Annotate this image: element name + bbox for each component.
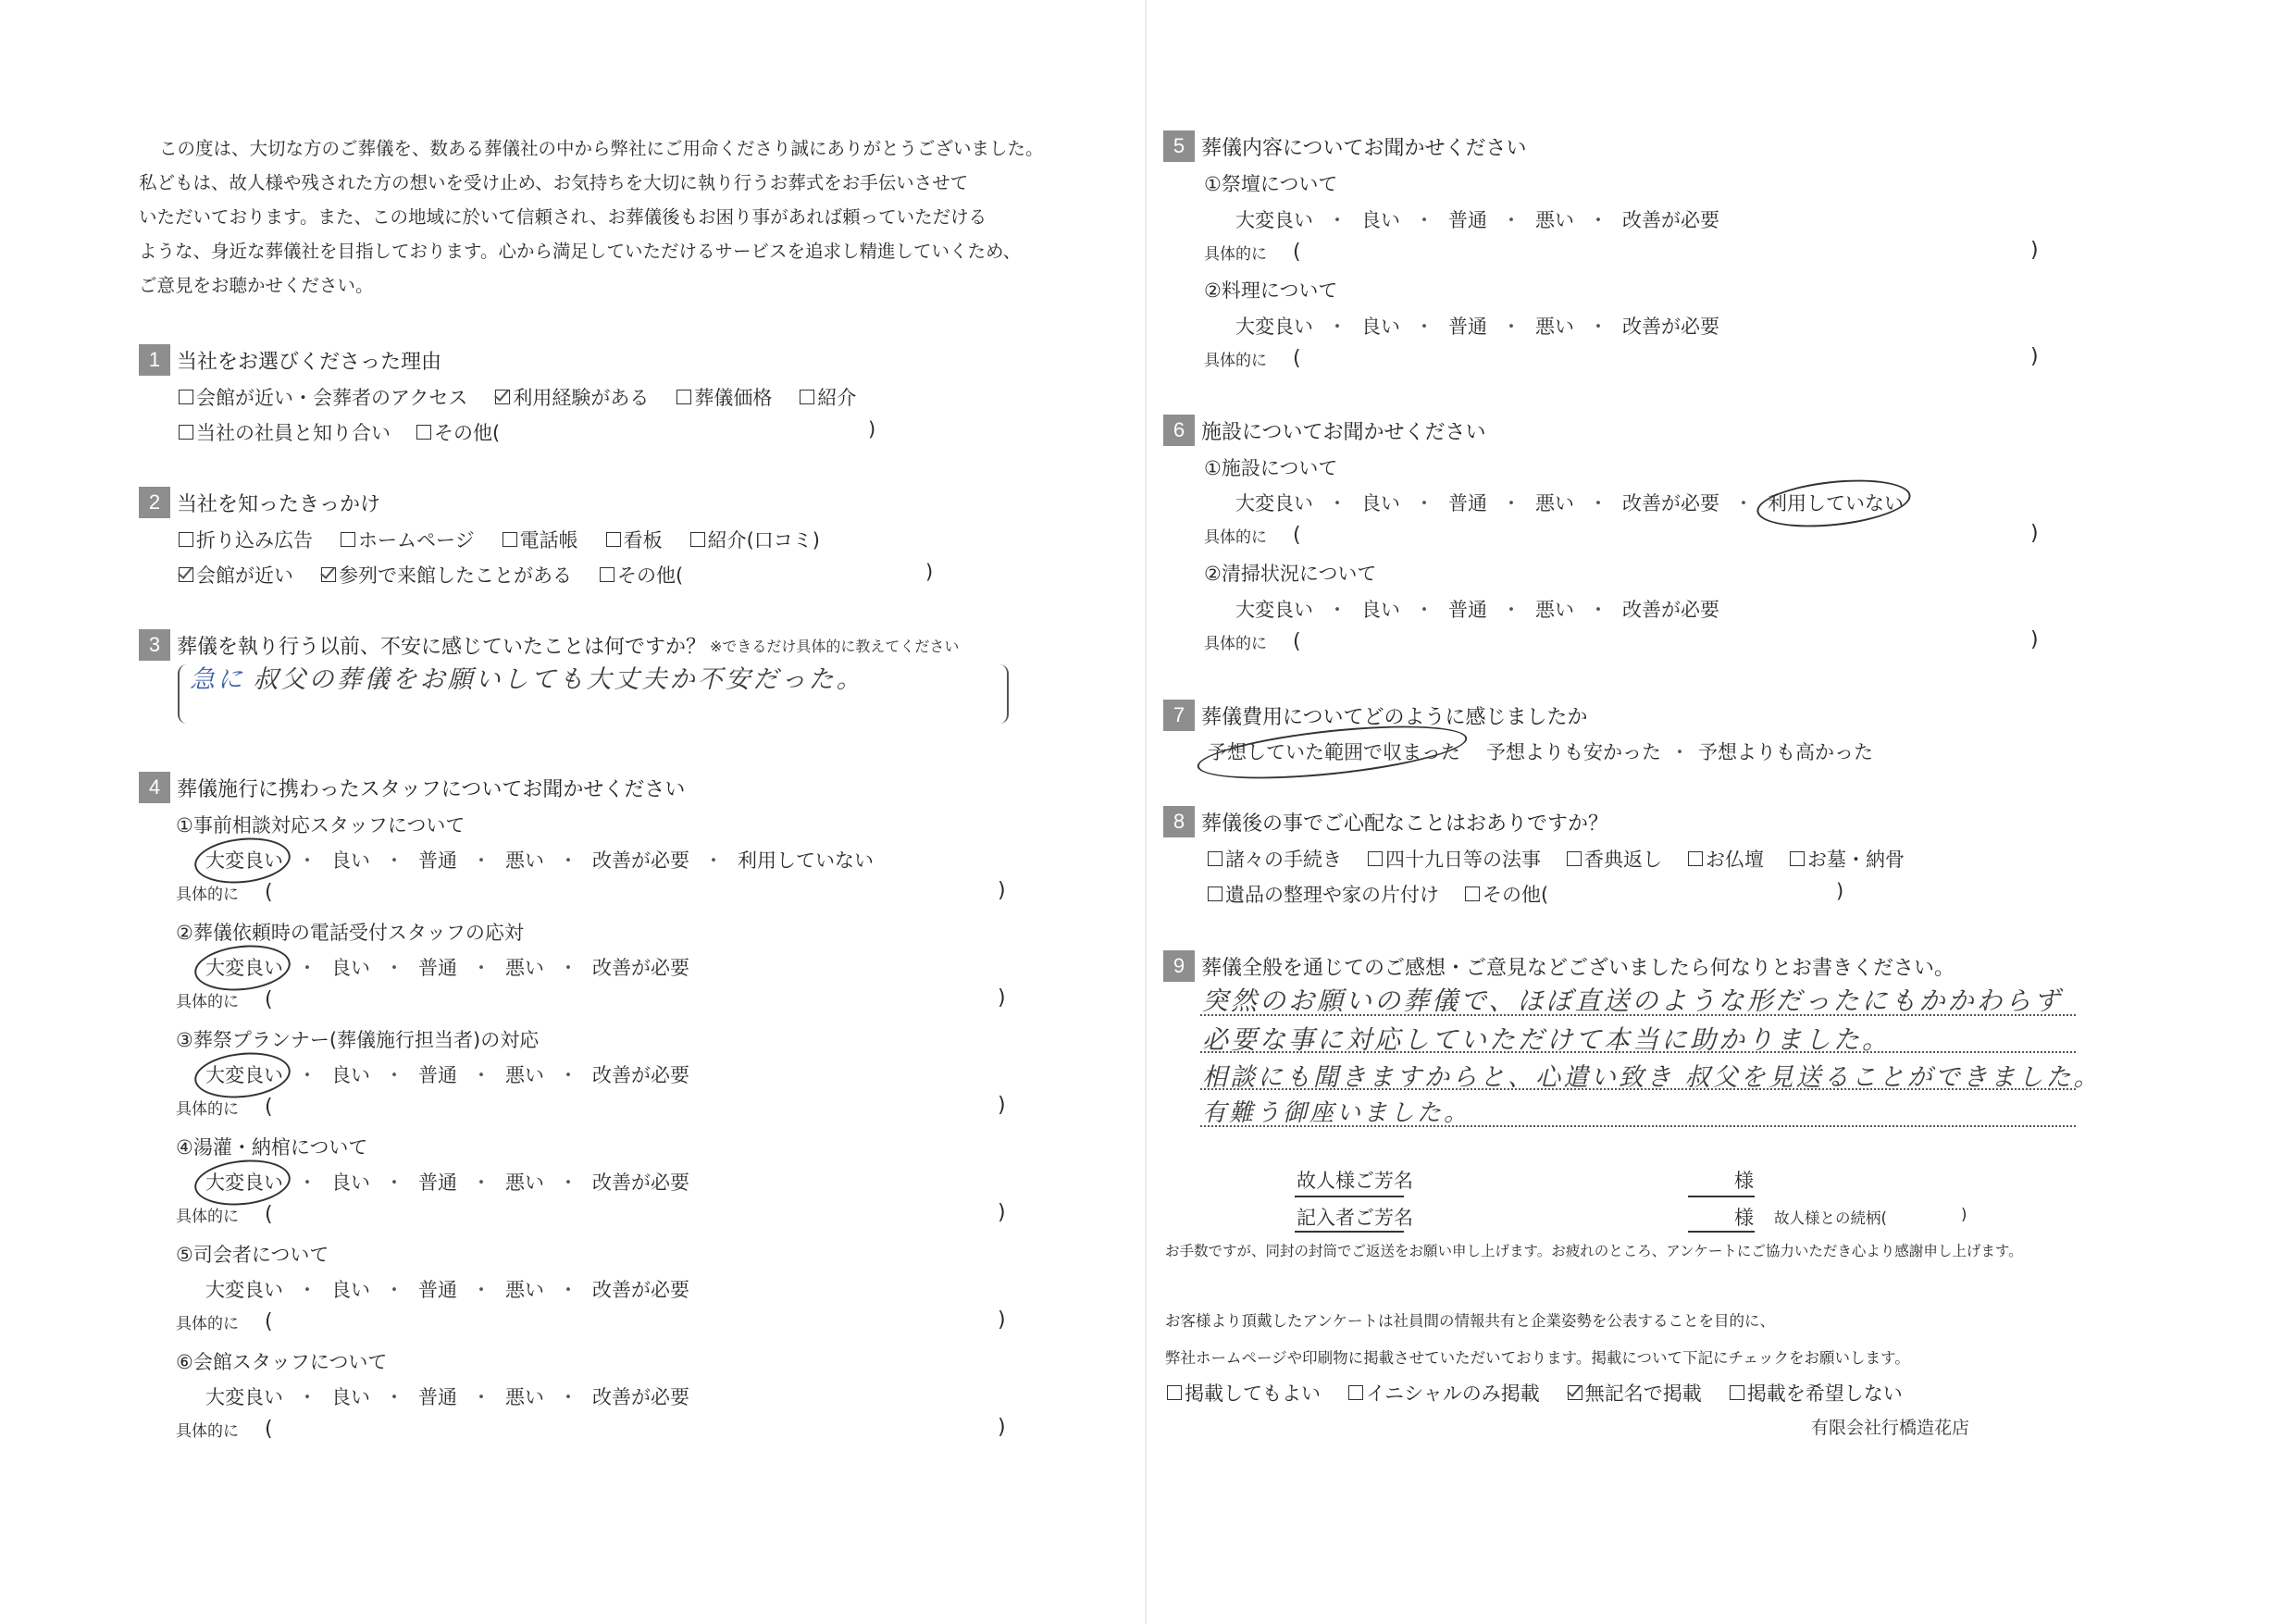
- q2-option-attended[interactable]: 参列で来館したことがある: [321, 561, 572, 589]
- company-name: 有限会社行橋造花店: [1811, 1418, 1970, 1438]
- q9-answer-line-4: 有難う御座いました。: [1202, 1099, 1471, 1127]
- checkbox-checked[interactable]: [1568, 1385, 1582, 1400]
- checkbox[interactable]: [416, 425, 431, 440]
- rating-needs-improvement[interactable]: 改善が必要: [592, 957, 689, 979]
- checkbox-checked[interactable]: [321, 567, 336, 582]
- rating-very-good[interactable]: 大変良い: [1235, 209, 1313, 231]
- rating-very-good-selected[interactable]: 大変良い: [205, 1060, 283, 1088]
- rating-good[interactable]: 良い: [1361, 316, 1400, 338]
- q1-option-price[interactable]: 葬儀価格: [676, 383, 772, 411]
- checkbox[interactable]: [1167, 1385, 1182, 1400]
- q4-item-2-scale: 大変良い ・ 良い ・ 普通 ・ 悪い ・ 改善が必要: [205, 953, 689, 981]
- question-title: 葬儀費用についてどのように感じましたか: [1201, 705, 1588, 729]
- q9-answer-line-3: 相談にも聞きますからと、心遣い致き 叔父を見送ることができました。: [1202, 1063, 2102, 1092]
- intro-line: ご意見をお聴かせください。: [139, 275, 374, 296]
- rating-very-good-selected[interactable]: 大変良い: [205, 846, 283, 874]
- deceased-name-line-right[interactable]: [1688, 1196, 1755, 1197]
- publication-options: [1167, 1379, 1938, 1407]
- question-5: [1163, 130, 1527, 162]
- rating-needs-improvement[interactable]: 改善が必要: [592, 1064, 689, 1086]
- q5-item-2-detail[interactable]: 具体的に (: [1204, 347, 1301, 370]
- q9-answer-line-1: 突然のお願いの葬儀で、ほぼ直送のような形だったにもかかわらず: [1202, 986, 2063, 1016]
- question-number-badge: 5: [1163, 130, 1195, 162]
- rating-poor[interactable]: 悪い: [1535, 209, 1574, 231]
- publication-option-initials[interactable]: イニシャルのみ掲載: [1348, 1379, 1540, 1407]
- rating-average[interactable]: 普通: [418, 1064, 457, 1086]
- rating-poor[interactable]: 悪い: [505, 849, 544, 872]
- page-fold-line: [1145, 0, 1147, 1624]
- question-number-badge: 4: [139, 772, 170, 803]
- q4-item-4-label: ④湯灌・納棺について: [176, 1136, 368, 1159]
- rating-not-used[interactable]: 利用していない: [738, 849, 874, 872]
- checkbox-checked[interactable]: [495, 390, 510, 404]
- rating-average[interactable]: 普通: [418, 849, 457, 872]
- question-number-badge: 1: [139, 344, 170, 376]
- q4-item-3-detail[interactable]: 具体的に (: [176, 1096, 273, 1119]
- question-number-badge: 9: [1163, 950, 1195, 982]
- q2-option-near-hall[interactable]: 会館が近い: [179, 561, 293, 589]
- q2-option-other[interactable]: その他(: [600, 561, 683, 589]
- checkbox[interactable]: [800, 390, 814, 404]
- q8-other-close-paren: ): [1836, 880, 1844, 902]
- question-9: [1163, 950, 1955, 982]
- q8-option-grave[interactable]: お墓・納骨: [1790, 845, 1905, 873]
- q5-item-1-scale: 大変良い ・ 良い ・ 普通 ・ 悪い ・ 改善が必要: [1235, 205, 1719, 233]
- rating-poor[interactable]: 悪い: [505, 1279, 544, 1301]
- rating-average[interactable]: 普通: [418, 1279, 457, 1301]
- checkbox[interactable]: [341, 532, 355, 547]
- rating-not-used-selected[interactable]: 利用していない: [1768, 489, 1904, 516]
- q4-item-1-scale: 大変良い ・ 良い ・ 普通 ・ 悪い ・ 改善が必要 ・ 利用していない: [205, 846, 874, 874]
- rating-good[interactable]: 良い: [331, 1279, 370, 1301]
- checkbox[interactable]: [1465, 886, 1480, 901]
- publication-note-line-1: お客様より頂戴したアンケートは社員間の情報共有と企業姿勢を公表することを目的に、: [1165, 1312, 1776, 1330]
- q3-answer-prefix: 急に: [190, 665, 245, 694]
- q2-options-row-2: [179, 561, 718, 589]
- q4-item-6-detail[interactable]: 具体的に (: [176, 1418, 273, 1441]
- q6-item-2-label: ②清掃状況について: [1204, 563, 1377, 585]
- question-title: 当社をお選びくださった理由: [177, 350, 442, 374]
- writer-name-line-right[interactable]: [1688, 1231, 1755, 1233]
- question-note: ※できるだけ具体的に教えてください: [710, 637, 960, 655]
- detail-close-paren: ): [2030, 628, 2039, 651]
- q1-option-access[interactable]: 会館が近い・会葬者のアクセス: [179, 383, 467, 411]
- question-3: [139, 629, 959, 661]
- rating-needs-improvement[interactable]: 改善が必要: [592, 1172, 689, 1194]
- deceased-honorific: 様: [1734, 1170, 1754, 1192]
- q3-answer-text: 叔父の葬儀をお願いしても大丈夫か不安だった。: [253, 665, 864, 694]
- q1-option-other[interactable]: その他(: [416, 418, 500, 446]
- q5-item-1-detail[interactable]: 具体的に (: [1204, 241, 1301, 264]
- intro-line: 私どもは、故人様や残された方の想いを受け止め、お気持ちを大切に執り行うお葬式をお手伝いさせて: [139, 172, 969, 193]
- intro-line: ような、身近な葬儀社を目指しております。心から満足していただけるサービスを追求し精進していくため、: [139, 241, 1022, 262]
- checkbox[interactable]: [503, 532, 517, 547]
- detail-close-paren: ): [998, 986, 1006, 1010]
- question-1: [139, 344, 441, 376]
- publication-option-anonymous[interactable]: 無記名で掲載: [1568, 1379, 1702, 1407]
- q4-item-1-detail[interactable]: 具体的に (: [176, 881, 273, 904]
- q8-option-belongings[interactable]: 遺品の整理や家の片付け: [1208, 880, 1439, 908]
- q4-item-3-label: ③葬祭プランナー(葬儀施行担当者)の対応: [176, 1029, 540, 1051]
- deceased-name-line-left[interactable]: [1295, 1196, 1404, 1197]
- q4-item-4-detail[interactable]: 具体的に (: [176, 1203, 273, 1226]
- rating-poor[interactable]: 悪い: [1535, 599, 1574, 621]
- detail-close-paren: ): [998, 879, 1006, 902]
- checkbox[interactable]: [1208, 851, 1222, 866]
- q4-item-4-scale: 大変良い ・ 良い ・ 普通 ・ 悪い ・ 改善が必要: [205, 1168, 689, 1196]
- checkbox[interactable]: [1790, 851, 1805, 866]
- rating-poor[interactable]: 悪い: [505, 1064, 544, 1086]
- q7-options: 予想していた範囲で収まった 予想よりも安かった ・ 予想よりも高かった: [1208, 738, 1873, 765]
- rating-poor[interactable]: 悪い: [1535, 492, 1574, 514]
- question-6: [1163, 415, 1486, 446]
- rating-poor[interactable]: 悪い: [505, 1172, 544, 1194]
- rating-poor[interactable]: 悪い: [505, 1386, 544, 1408]
- q5-item-2-label: ②料理について: [1204, 279, 1338, 302]
- checkbox[interactable]: [1348, 1385, 1363, 1400]
- checkbox[interactable]: [179, 532, 193, 547]
- deceased-name-label: 故人様ご芳名: [1297, 1170, 1413, 1192]
- q4-item-6-scale: 大変良い ・ 良い ・ 普通 ・ 悪い ・ 改善が必要: [205, 1382, 689, 1410]
- detail-close-paren: ): [2030, 345, 2039, 368]
- rating-good[interactable]: 良い: [1361, 209, 1400, 231]
- rating-average[interactable]: 普通: [1448, 492, 1487, 514]
- q4-item-2-detail[interactable]: 具体的に (: [176, 988, 273, 1011]
- q5-item-1-label: ①祭壇について: [1204, 173, 1338, 195]
- publication-option-decline[interactable]: 掲載を希望しない: [1730, 1379, 1903, 1407]
- checkbox[interactable]: [1688, 851, 1703, 866]
- question-title: 葬儀後の事でご心配なことはおありですか？: [1201, 812, 1609, 836]
- q7-option-cheaper[interactable]: 予想よりも安かった: [1486, 741, 1661, 763]
- q2-option-signboard[interactable]: 看板: [606, 526, 663, 553]
- question-number-badge: 2: [139, 487, 170, 518]
- q3-handwritten-answer: [190, 659, 864, 695]
- rating-average[interactable]: 普通: [1448, 209, 1487, 231]
- rating-very-good[interactable]: 大変良い: [205, 1279, 283, 1301]
- q4-item-2-label: ②葬儀依頼時の電話受付スタッフの応対: [176, 922, 524, 944]
- q8-option-return-gifts[interactable]: 香典返し: [1567, 845, 1662, 873]
- q8-options-row-1: [1208, 845, 1940, 873]
- intro-paragraph: [139, 131, 1044, 303]
- rating-good[interactable]: 良い: [331, 957, 370, 979]
- rating-good[interactable]: 良い: [331, 1172, 370, 1194]
- question-2: [139, 487, 380, 518]
- rating-good[interactable]: 良い: [1361, 492, 1400, 514]
- checkbox[interactable]: [179, 390, 193, 404]
- publication-note-line-2: 弊社ホームページや印刷物に掲載させていただいております。掲載について下記にチェックをお願いします。: [1165, 1349, 1910, 1367]
- q2-other-close-paren: ): [925, 561, 934, 583]
- rating-good[interactable]: 良い: [331, 1064, 370, 1086]
- rating-needs-improvement[interactable]: 改善が必要: [592, 849, 689, 872]
- intro-line: この度は、大切な方のご葬儀を、数ある葬儀社の中から弊社にご用命くださり誠にありがとうございました。: [159, 138, 1044, 159]
- rating-average[interactable]: 普通: [418, 957, 457, 979]
- checkbox[interactable]: [1368, 851, 1383, 866]
- q8-option-butsudan[interactable]: お仏壇: [1688, 845, 1764, 873]
- detail-close-paren: ): [998, 1416, 1006, 1439]
- q8-option-procedures[interactable]: 諸々の手続き: [1208, 845, 1342, 873]
- q6-item-1-label: ①施設について: [1204, 457, 1338, 479]
- checkbox[interactable]: [676, 390, 691, 404]
- checkbox[interactable]: [1730, 1385, 1744, 1400]
- q1-option-referral[interactable]: 紹介: [800, 383, 856, 411]
- q8-options-row-2: [1208, 880, 1583, 908]
- detail-close-paren: ): [998, 1201, 1006, 1224]
- q6-item-1-scale: 大変良い ・ 良い ・ 普通 ・ 悪い ・ 改善が必要 ・ 利用していない: [1235, 489, 1904, 516]
- q6-item-2-detail[interactable]: 具体的に (: [1204, 630, 1301, 653]
- rating-average[interactable]: 普通: [418, 1172, 457, 1194]
- detail-close-paren: ): [998, 1308, 1006, 1332]
- rating-average[interactable]: 普通: [1448, 316, 1487, 338]
- question-number-badge: 3: [139, 629, 170, 661]
- q2-options-row-1: [179, 526, 855, 553]
- q2-option-word-of-mouth[interactable]: 紹介(口コミ): [690, 526, 820, 553]
- question-number-badge: 6: [1163, 415, 1195, 446]
- q7-option-more-expensive[interactable]: 予想よりも高かった: [1698, 741, 1873, 763]
- detail-close-paren: ): [2030, 522, 2039, 545]
- rating-poor[interactable]: 悪い: [505, 957, 544, 979]
- checkbox[interactable]: [606, 532, 621, 547]
- q2-option-homepage[interactable]: ホームページ: [341, 526, 475, 553]
- q1-option-experience[interactable]: 利用経験がある: [495, 383, 649, 411]
- rating-very-good[interactable]: 大変良い: [1235, 492, 1313, 514]
- q8-option-memorial-service[interactable]: 四十九日等の法事: [1368, 845, 1541, 873]
- q2-option-phonebook[interactable]: 電話帳: [503, 526, 578, 553]
- rating-good[interactable]: 良い: [331, 1386, 370, 1408]
- writer-name-label: 記入者ご芳名: [1297, 1207, 1413, 1229]
- question-title: 葬儀内容についてお聞かせください: [1201, 136, 1527, 160]
- question-number-badge: 7: [1163, 700, 1195, 731]
- checkbox-checked[interactable]: [179, 567, 193, 582]
- q8-option-other[interactable]: その他(: [1465, 880, 1548, 908]
- relation-close-paren[interactable]: ): [1961, 1206, 1967, 1223]
- rating-needs-improvement[interactable]: 改善が必要: [1622, 316, 1719, 338]
- writer-name-line-left[interactable]: [1295, 1231, 1404, 1233]
- question-title: 当社を知ったきっかけ: [177, 492, 381, 516]
- q5-item-2-scale: 大変良い ・ 良い ・ 普通 ・ 悪い ・ 改善が必要: [1235, 312, 1719, 340]
- question-title: 葬儀を執り行う以前、不安に感じていたことは何ですか？: [177, 635, 707, 659]
- checkbox[interactable]: [600, 567, 614, 582]
- relation-label: 故人様との続柄(: [1774, 1209, 1887, 1227]
- rating-very-good[interactable]: 大変良い: [205, 1386, 283, 1408]
- checkbox[interactable]: [1567, 851, 1582, 866]
- q4-item-5-scale: 大変良い ・ 良い ・ 普通 ・ 悪い ・ 改善が必要: [205, 1275, 689, 1303]
- q6-item-1-detail[interactable]: 具体的に (: [1204, 524, 1301, 547]
- rating-needs-improvement[interactable]: 改善が必要: [592, 1279, 689, 1301]
- question-number-badge: 8: [1163, 806, 1195, 837]
- rating-very-good-selected[interactable]: 大変良い: [205, 953, 283, 981]
- question-4: [139, 772, 685, 803]
- q4-item-5-label: ⑤司会者について: [176, 1244, 329, 1266]
- rating-good[interactable]: 良い: [1361, 599, 1400, 621]
- q1-options-row-2: [179, 418, 535, 446]
- rating-needs-improvement[interactable]: 改善が必要: [592, 1386, 689, 1408]
- q4-item-6-label: ⑥会館スタッフについて: [176, 1351, 388, 1373]
- checkbox[interactable]: [179, 425, 193, 440]
- rating-average[interactable]: 普通: [1448, 599, 1487, 621]
- q1-option-acquaintance[interactable]: 当社の社員と知り合い: [179, 418, 391, 446]
- rating-needs-improvement[interactable]: 改善が必要: [1622, 492, 1719, 514]
- return-note: お手数ですが、同封の封筒でご返送をお願い申し上げます。お疲れのところ、アンケートにご協力いただき心より感謝申し上げます。: [1165, 1243, 2023, 1259]
- detail-close-paren: ): [2030, 239, 2039, 262]
- q6-item-2-scale: 大変良い ・ 良い ・ 普通 ・ 悪い ・ 改善が必要: [1235, 595, 1719, 623]
- rating-needs-improvement[interactable]: 改善が必要: [1622, 209, 1719, 231]
- q1-other-close-paren: ): [868, 418, 876, 440]
- q2-option-flyer[interactable]: 折り込み広告: [179, 526, 313, 553]
- rating-very-good[interactable]: 大変良い: [1235, 316, 1313, 338]
- detail-close-paren: ): [998, 1094, 1006, 1117]
- q1-options-row-1: [179, 383, 891, 411]
- q4-item-3-scale: 大変良い ・ 良い ・ 普通 ・ 悪い ・ 改善が必要: [205, 1060, 689, 1088]
- question-title: 葬儀全般を通じてのご感想・ご意見などございましたら何なりとお書きください。: [1201, 956, 1955, 980]
- rating-very-good[interactable]: 大変良い: [1235, 599, 1313, 621]
- rating-needs-improvement[interactable]: 改善が必要: [1622, 599, 1719, 621]
- checkbox[interactable]: [690, 532, 705, 547]
- question-title: 施設についてお聞かせください: [1201, 420, 1486, 444]
- q7-option-within-expected-selected[interactable]: 予想していた範囲で収まった: [1208, 738, 1460, 765]
- rating-very-good-selected[interactable]: 大変良い: [205, 1168, 283, 1196]
- q9-answer-line-2: 必要な事に対応していただけて本当に助かりました。: [1202, 1024, 1892, 1055]
- question-8: [1163, 806, 1608, 837]
- rating-poor[interactable]: 悪い: [1535, 316, 1574, 338]
- intro-line: いただいております。また、この地域に於いて信頼され、お葬儀後もお困り事があれば頼っていただける: [139, 206, 987, 228]
- rating-average[interactable]: 普通: [418, 1386, 457, 1408]
- checkbox[interactable]: [1208, 886, 1222, 901]
- publication-option-ok[interactable]: 掲載してもよい: [1167, 1379, 1321, 1407]
- q4-item-1-label: ①事前相談対応スタッフについて: [176, 814, 465, 837]
- q4-item-5-detail[interactable]: 具体的に (: [176, 1310, 273, 1333]
- rating-good[interactable]: 良い: [331, 849, 370, 872]
- writer-honorific: 様: [1734, 1207, 1754, 1229]
- question-title: 葬儀施行に携わったスタッフについてお聞かせください: [177, 777, 686, 801]
